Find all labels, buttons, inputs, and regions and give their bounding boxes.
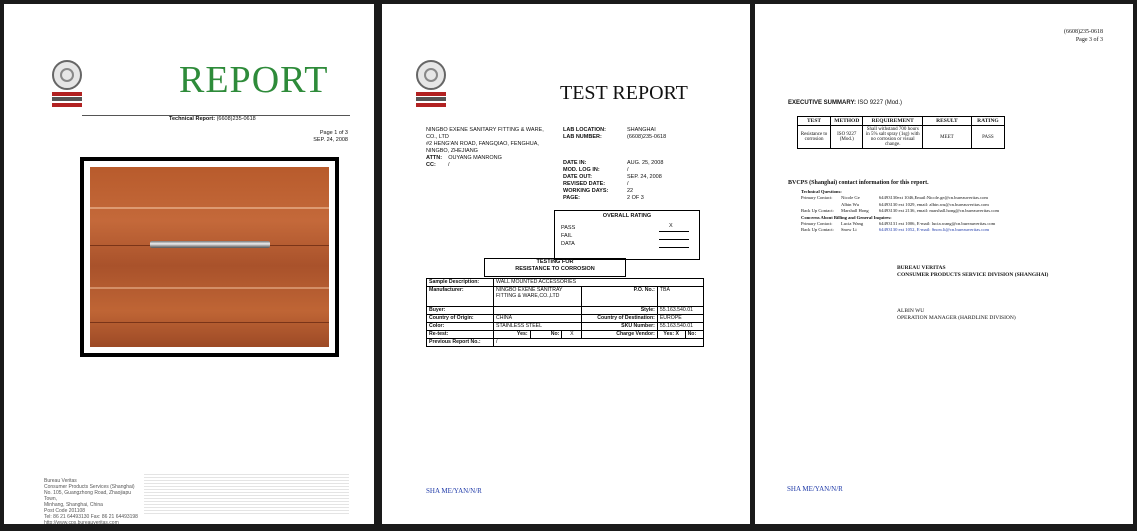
logo-seal-icon [416,60,446,90]
sample-details-table: Sample Description: WALL MOUNTED ACCESSORIES Manufacturer: NINGBO EXENE SANITRAY FITTING & WARE,CO.,LTD P.O. No.: TBA Buyer: Style: 55.163.540.01 Country of Origin: CHINA Country of Destination: EUROPE Color: STAINLESS STEEL SKU Number: 55.163.540.01 Re-test: Yes: No: X Charge Vendor: Yes: X No: Previous Report No.: / [426,278,704,347]
report-date: SEP. 24, 2008 [313,137,348,143]
executive-summary-heading: EXECUTIVE SUMMARY: ISO 9227 (Mod.) [788,100,903,106]
test-report-title: TEST REPORT [560,82,688,104]
contact-heading: BVCPS (Shanghai) contact information for this report. [788,180,929,186]
list-item: Back Up Contact: Marshall Hong 64493130 ext 2136, email: marshall.hong@cn.bureauveritas.com [801,208,1000,214]
footer-code: SHA ME/YAN/N/R [426,487,482,495]
logo-seal-icon [52,60,82,90]
technical-report: Technical Report: (6608)235-0618 [169,116,256,122]
overall-rating-title: OVERALL RATING [602,213,652,219]
summary-page [755,4,1133,524]
page-info: Page 1 of 3 [319,130,348,136]
report-title: REPORT [179,59,329,101]
sample-photo [80,157,339,357]
applicant-block: NINGBO EXENE SANITARY FITTING & WARE, CO., LTD #2 HENG'AN ROAD, FANGQIAO, FENGHUA, NINGBO, ZHEJIANG ATTN: OUYANG MANRONG CC: / [426,127,544,168]
company-block: BUREAU VERITAS CONSUMER PRODUCTS SERVICE DIVISION (SHANGHAI) [897,265,1049,278]
bureau-veritas-logo [52,60,82,107]
footer-address: Bureau Veritas Consumer Products Services (Shanghai) No. 105, Guangzhong Road, Zhaojiapu Town, Minhang, Shanghai, China Post Code 201108 Tel: 86 21 64493130 Fax: 86 21 64493198 http://www.cps.bureauveritas.com [44,478,138,524]
page3-header: (6608)235-0618 Page 3 of 3 [1064,29,1103,43]
footer-fine-print [144,474,349,516]
signer-block: ALBIN WU OPERATION MANAGER (HARDLINE DIVISION) [897,308,1016,321]
dates-block: DATE IN: AUG. 25, 2008 MOD. LOG IN: / DATE OUT: SEP. 24, 2008 REVISED DATE: / WORKING DAYS: 22 PAGE: 2 OF 3 [563,160,664,201]
testing-for-box: TESTING FOR RESISTANCE TO CORROSION [484,258,626,277]
rating-fail-label: FAIL [561,233,573,239]
rating-data-label: DATA [561,241,575,247]
list-item: Primary Contact: Lucia Wang 64493131 ext 1006, E-mail: lucia.wang@cn.bureauveritas.com [801,221,996,227]
rating-pass-label: PASS [561,225,576,231]
lab-info: LAB LOCATION: SHANGHAI LAB NUMBER: (6608)235-0618 [563,127,667,140]
footer-code: SHA ME/YAN/N/R [787,485,843,493]
overall-rating-box [554,210,700,260]
email-link[interactable]: 64493130 ext 1052, E-mail: Snow.li@cn.bureauveritas.com [879,227,990,233]
list-item: Primary Contact: Nicole Ge 64493130ext 1046,Email:Nicole.ge@cn.bureauveritas.com [801,195,988,201]
report-cover-page [4,4,374,524]
bureau-veritas-logo [416,60,446,107]
summary-table: TEST METHOD REQUIREMENT RESULT RATING Resistance to corrosion ISO 9227 (Mod.) Shall withstand 700 hours in 5% salt spray (1sg) with no corrosion or visual change. MEET PASS [797,116,1005,149]
list-item: Albin Wu 64493130 ext 1029, email: albin.wu@cn.bureauveritas.com [841,201,989,207]
rating-pass-mark: X [669,223,673,229]
list-item: Back Up Contact: Snow Li 64493130 ext 1052, E-mail: Snow.li@cn.bureauveritas.com [801,227,990,233]
steel-rod-sample [150,241,270,248]
table-row: Resistance to corrosion ISO 9227 (Mod.) Shall withstand 700 hours in 5% salt spray (1sg) with no corrosion or visual change. MEET PASS [798,126,1005,149]
test-report-page [382,4,750,524]
contact-block: Technical Questions: Primary Contact: Nicole Ge 64493130ext 1046,Email:Nicole.ge@cn.bureauveritas.com Albin Wu 64493130 ext 1029, email: albin.wu@cn.bureauveritas.com Back Up Contact: Marshall Hong 64493130 ext 2136, email: marshall.hong@cn.bureauveritas.com Concerns About Billing and General Inquires: Primary Contact: Lucia Wang 64493131 ext 1006, E-mail: lucia.wang@cn.bureauveritas.com Back Up Contact: Snow Li 64493130 ext 1052, E-mail: Snow.li@cn.bureauveritas.com [801,189,1121,234]
